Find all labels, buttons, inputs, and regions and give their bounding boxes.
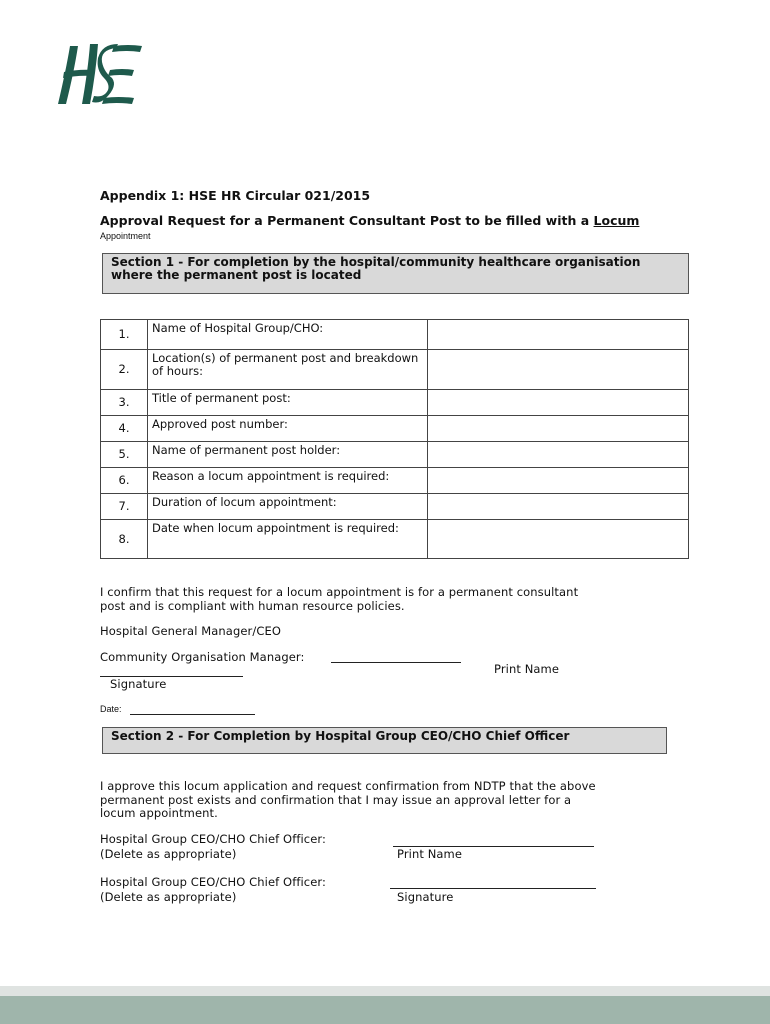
- confirm-line-2: post and is compliant with human resource policies.: [100, 599, 405, 613]
- footer-band-dark: [0, 996, 770, 1024]
- appendix-heading: Appendix 1: HSE HR Circular 021/2015: [100, 188, 371, 203]
- officer-label-2: Hospital Group CEO/CHO Chief Officer:: [100, 875, 326, 889]
- row-number: 2.: [101, 350, 148, 390]
- officer-block-2: [100, 875, 326, 904]
- approve-paragraph: [100, 780, 596, 821]
- section-2-title: Section 2 - For Completion by Hospital Group CEO/CHO Chief Officer: [111, 729, 570, 743]
- row-label: Title of permanent post:: [148, 390, 428, 416]
- confirm-line-1: I confirm that this request for a locum appointment is for a permanent consultant: [100, 585, 579, 599]
- row-value-field[interactable]: [428, 494, 689, 520]
- row-number: 5.: [101, 442, 148, 468]
- form-title-locum: Locum: [593, 213, 640, 228]
- print-name-label-2: Print Name: [397, 847, 463, 861]
- row-value-field[interactable]: [428, 350, 689, 390]
- form-title: [100, 213, 639, 228]
- officer-block-1: [100, 832, 326, 861]
- table-row: [101, 520, 689, 559]
- section-1-line-1: Section 1 - For completion by the hospital/community healthcare organisation: [111, 255, 641, 269]
- row-label: Duration of locum appointment:: [148, 494, 428, 520]
- row-label: Name of permanent post holder:: [148, 442, 428, 468]
- hse-logo-icon: [54, 40, 144, 108]
- delete-note-2: (Delete as appropriate): [100, 889, 237, 904]
- community-manager-line[interactable]: [331, 662, 461, 663]
- print-name-label-1: Print Name: [494, 662, 560, 676]
- row-label: Name of Hospital Group/CHO:: [148, 320, 428, 350]
- officer-label-1: Hospital Group CEO/CHO Chief Officer:: [100, 832, 326, 846]
- row-number: 8.: [101, 520, 148, 559]
- signature-label-2: Signature: [397, 890, 454, 904]
- footer-band-light: [0, 986, 770, 996]
- hse-logo: [54, 40, 144, 108]
- row-value-field[interactable]: [428, 468, 689, 494]
- post-details-table: [100, 319, 689, 559]
- section-1-header: [102, 253, 689, 294]
- date-line[interactable]: [130, 714, 255, 715]
- row-number: 4.: [101, 416, 148, 442]
- section-2-header: [102, 727, 667, 754]
- delete-note-1: (Delete as appropriate): [100, 846, 237, 861]
- table-row: [101, 416, 689, 442]
- table-row: [101, 350, 689, 390]
- row-label: Reason a locum appointment is required:: [148, 468, 428, 494]
- approve-line-3: locum appointment.: [100, 806, 218, 820]
- row-label: Approved post number:: [148, 416, 428, 442]
- table-row: [101, 468, 689, 494]
- form-title-continued: Appointment: [100, 231, 151, 241]
- manager-ceo-label: Hospital General Manager/CEO: [100, 624, 281, 638]
- signature-label-1: Signature: [110, 677, 167, 691]
- row-number: 6.: [101, 468, 148, 494]
- table-row: [101, 494, 689, 520]
- row-number: 3.: [101, 390, 148, 416]
- row-label: Location(s) of permanent post and breakdown of hours:: [148, 350, 428, 390]
- confirm-paragraph: [100, 585, 578, 613]
- signature-line-2[interactable]: [390, 888, 596, 889]
- row-value-field[interactable]: [428, 442, 689, 468]
- date-label: Date:: [100, 704, 122, 714]
- row-value-field[interactable]: [428, 520, 689, 559]
- table-row: [101, 320, 689, 350]
- section-1-line-2: where the permanent post is located: [111, 268, 362, 282]
- row-value-field[interactable]: [428, 390, 689, 416]
- approve-line-1: I approve this locum application and request confirmation from NDTP that the above: [100, 779, 596, 793]
- table-row: [101, 442, 689, 468]
- row-label: Date when locum appointment is required:: [148, 520, 428, 559]
- row-number: 7.: [101, 494, 148, 520]
- row-number: 1.: [101, 320, 148, 350]
- row-value-field[interactable]: [428, 416, 689, 442]
- form-title-main: Approval Request for a Permanent Consultant Post to be filled with a: [100, 213, 594, 228]
- table-row: [101, 390, 689, 416]
- approve-line-2: permanent post exists and confirmation that I may issue an approval letter for a: [100, 792, 572, 807]
- row-value-field[interactable]: [428, 320, 689, 350]
- community-manager-label: Community Organisation Manager:: [100, 650, 305, 664]
